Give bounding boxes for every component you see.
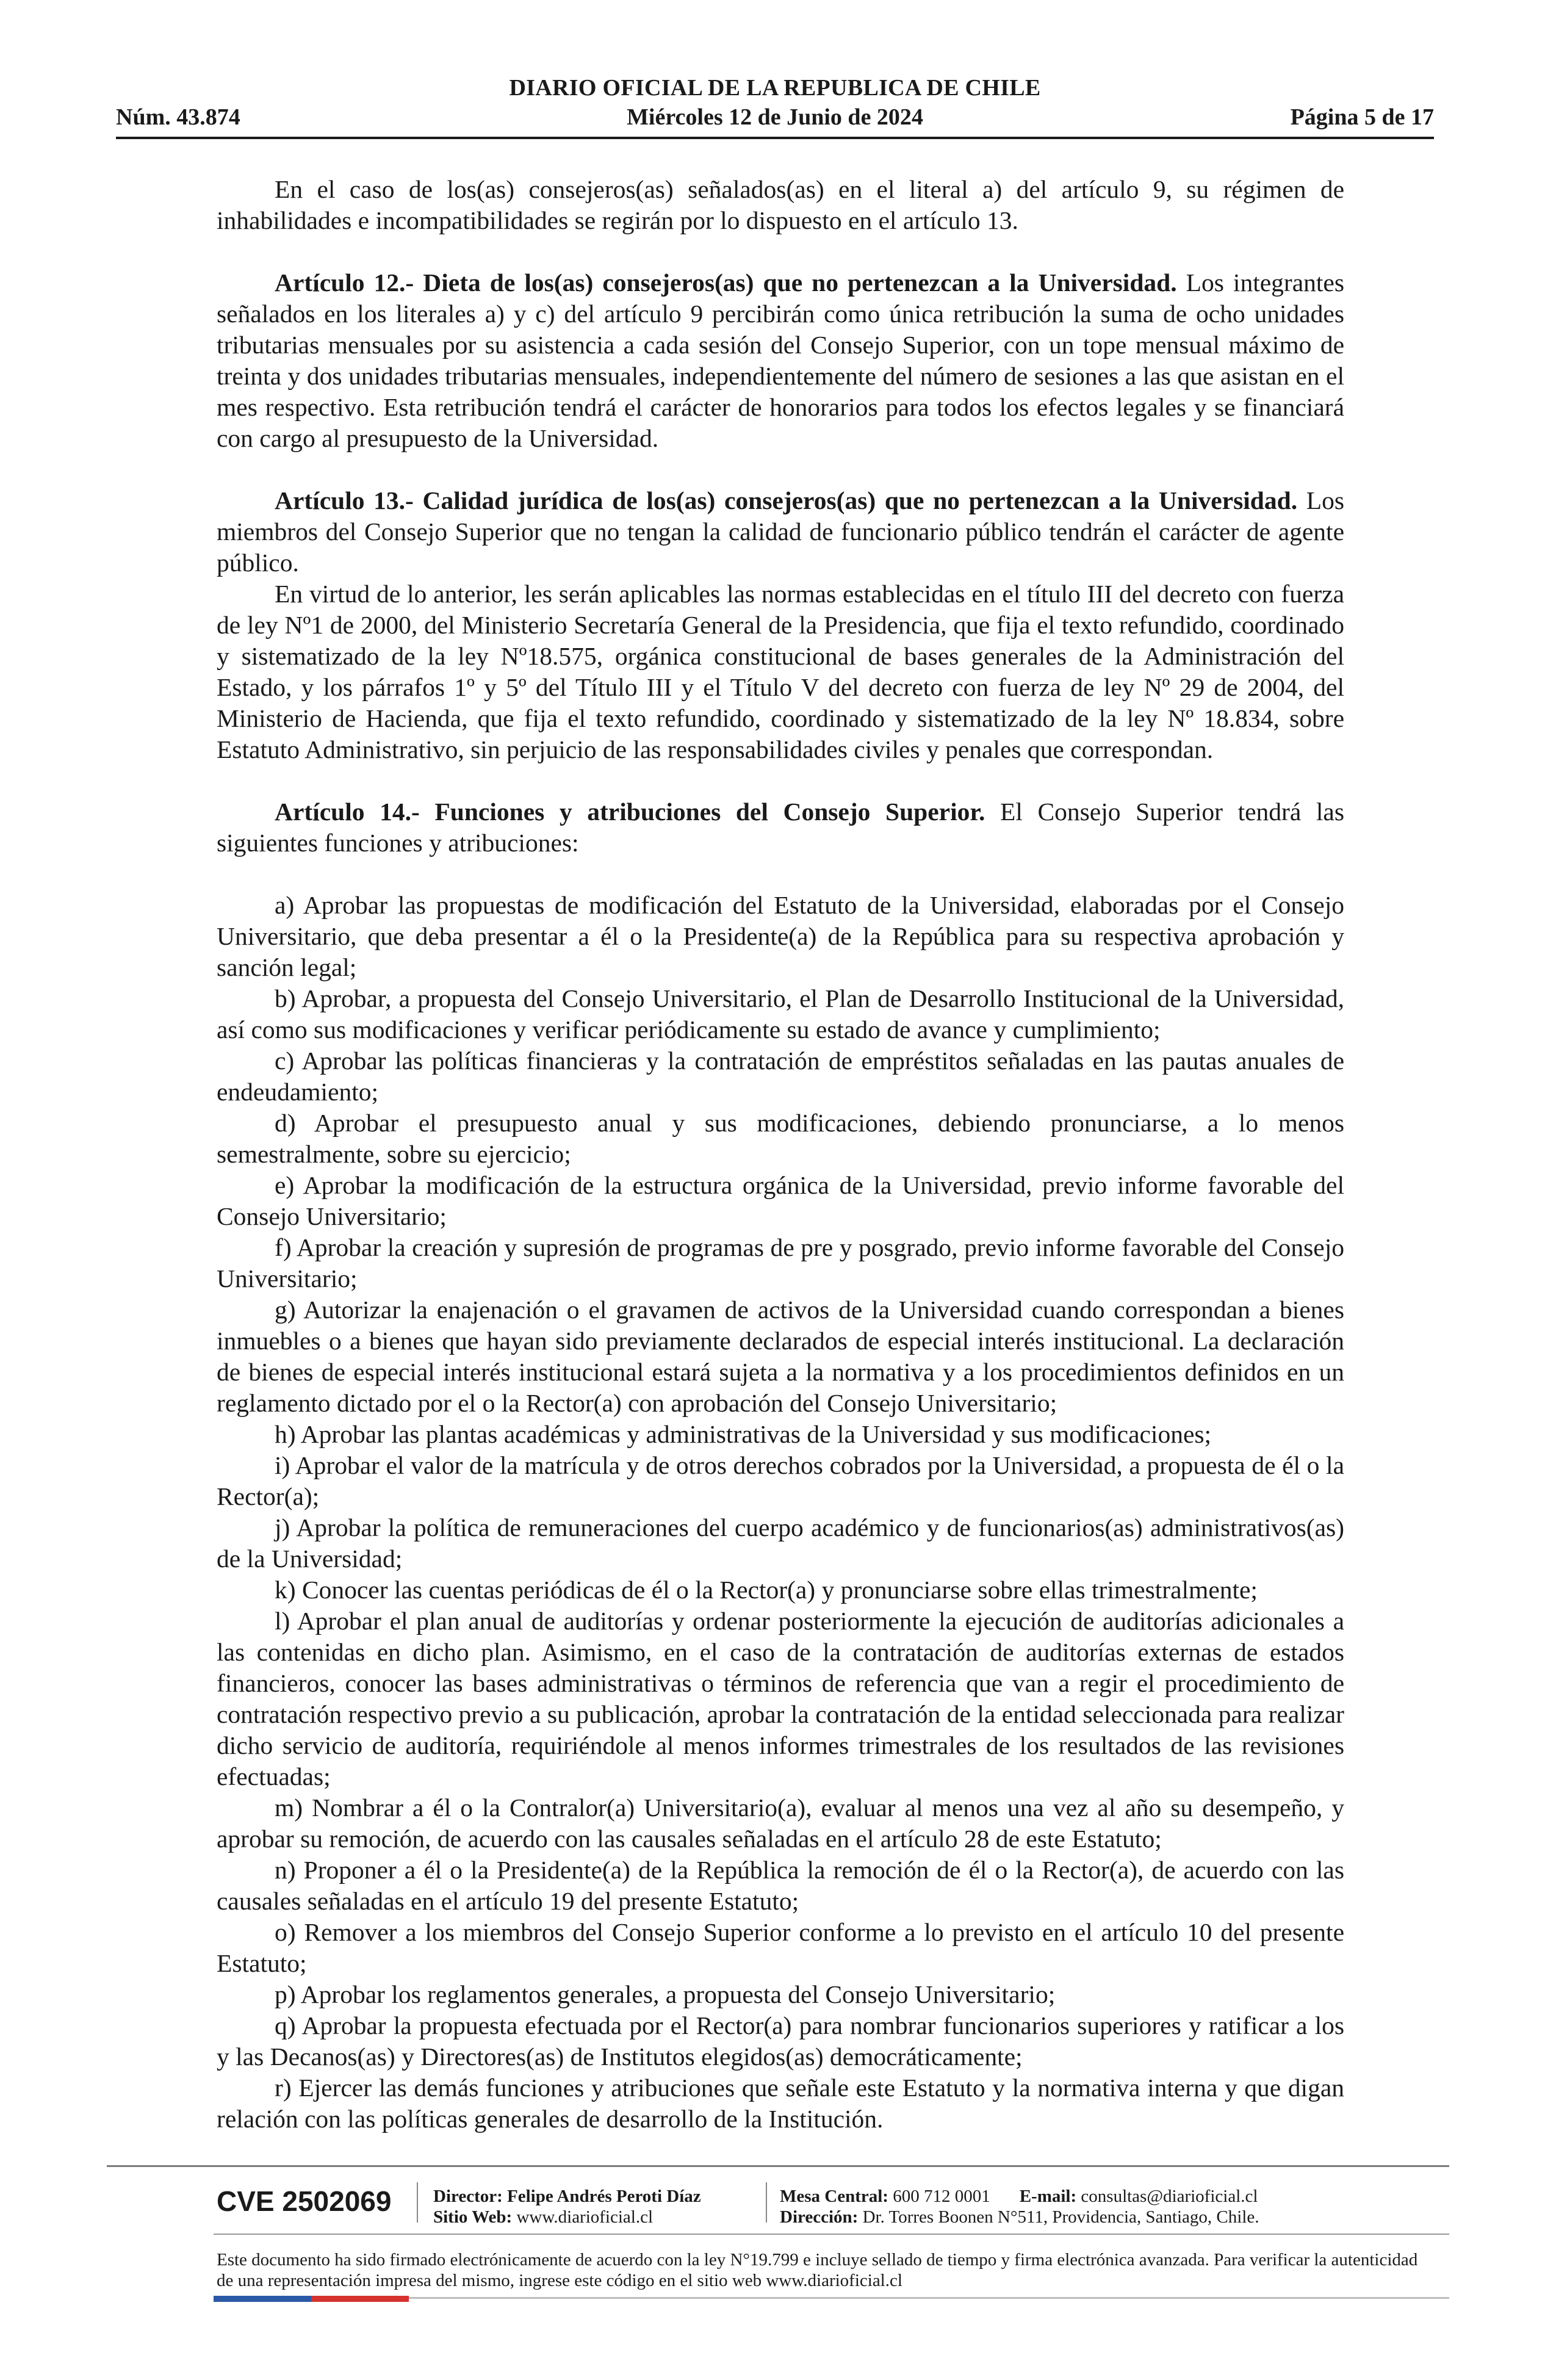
director-label: Director: xyxy=(433,2187,503,2206)
contact-line xyxy=(780,2186,1259,2207)
signature-note: Este documento ha sido firmado electrónicamente de acuerdo con la ley N°19.799 e incluye sellado de tiempo y firma electrónica avanzada. Para verificar la autenticidad de una representación impresa del mismo, ingrese este código en el sitio web www.diarioficial.cl xyxy=(217,2250,1418,2290)
footer-contacts-right xyxy=(780,2186,1259,2227)
page-footer xyxy=(107,2165,1449,2312)
director-name: Felipe Andrés Peroti Díaz xyxy=(502,2187,701,2206)
article-12 xyxy=(217,267,1344,454)
flag-stripe-red xyxy=(311,2296,409,2302)
list-item: f) Aprobar la creación y supresión de programas de pre y posgrado, previo informe favorable del Consejo Universitario; xyxy=(217,1233,1344,1293)
list-item: r) Ejercer las demás funciones y atribuciones que señale este Estatuto y la normativa interna y que digan relación con las políticas generales de desarrollo de la Institución. xyxy=(217,2074,1344,2133)
footer-rule xyxy=(214,2234,1449,2235)
footer-separator xyxy=(766,2182,767,2223)
issue-number: Núm. 43.874 xyxy=(116,104,240,130)
list-item: k) Conocer las cuentas periódicas de él o la Rector(a) y pronunciarse sobre ellas trimestralmente; xyxy=(275,1576,1258,1604)
address-text: Dr. Torres Boonen N°511, Providencia, Santiago, Chile. xyxy=(858,2207,1259,2227)
article-text: Los miembros del Consejo Superior que no tengan la calidad de funcionario público tendrán el carácter de agente público. xyxy=(217,486,1344,577)
list-item: l) Aprobar el plan anual de auditorías y ordenar posteriormente la ejecución de auditorías adicionales a las contenidas en dicho plan. Asimismo, en el caso de la contratación de auditorías externas de estados financieros, conocer las bases administrativas o términos de referencia que van a regir el procedimiento de contratación respectivo previo a su publicación, aprobar la contratación de la entidad seleccionada para realizar dicho servicio de auditoría, requiriéndole al menos informes trimestrales de los resultados de las revisiones efectuadas; xyxy=(217,1607,1344,1790)
address-label: Dirección: xyxy=(780,2207,859,2227)
header-rule xyxy=(116,137,1434,139)
article-heading: Artículo 13.- Calidad jurídica de los(as) consejeros(as) que no pertenezcan a la Universidad. xyxy=(275,486,1298,514)
article-heading: Artículo 12.- Dieta de los(as) consejeros(as) que no pertenezcan a la Universidad. xyxy=(275,269,1177,297)
article-heading: Artículo 14.- Funciones y atribuciones del Consejo Superior. xyxy=(275,798,985,826)
email-label: E-mail: xyxy=(1019,2187,1077,2206)
flag-stripe-blue xyxy=(214,2296,311,2302)
issue-date: Miércoles 12 de Junio de 2024 xyxy=(627,104,923,130)
page-header xyxy=(116,74,1434,140)
article-text: Los integrantes señalados en los literales a) y c) del artículo 9 percibirán como única retribución la suma de ocho unidades tributarias mensuales por su asistencia a cada sesión del Consejo Superior, con un tope mensual máximo de treinta y dos unidades tributarias mensuales, independientemente del número de sesiones a las que asistan en el mes respectivo. Esta retribución tendrá el carácter de honorarios para todos los efectos legales y se financiará con cargo al presupuesto de la Universidad. xyxy=(217,269,1344,452)
list-item: n) Proponer a él o la Presidente(a) de la República la remoción de él o la Rector(a), de acuerdo con las causales señaladas en el artículo 19 del presente Estatuto; xyxy=(217,1856,1344,1915)
list-item: b) Aprobar, a propuesta del Consejo Universitario, el Plan de Desarrollo Institucional de la Universidad, así como sus modificaciones y verificar periódicamente su estado de avance y cumplimiento; xyxy=(217,984,1344,1044)
website-line xyxy=(433,2207,701,2227)
article-14 xyxy=(217,796,1344,859)
cve-code: CVE 2502069 xyxy=(217,2185,392,2217)
functions-list xyxy=(217,890,1344,2135)
list-item: c) Aprobar las políticas financieras y la contratación de empréstitos señaladas en las pautas anuales de endeudamiento; xyxy=(217,1047,1344,1106)
list-item: p) Aprobar los reglamentos generales, a propuesta del Consejo Universitario; xyxy=(275,1980,1056,2008)
list-item: a) Aprobar las propuestas de modificación del Estatuto de la Universidad, elaboradas por el Consejo Universitario, que deba presentar a él o la Presidente(a) de la República para su respectiva aprobación y sanción legal; xyxy=(217,891,1344,981)
list-item: m) Nombrar a él o la Contralor(a) Universitario(a), evaluar al menos una vez al año su desempeño, y aprobar su remoción, de acuerdo con las causales señaladas en el artículo 28 de este Estatuto; xyxy=(217,1794,1344,1853)
address-line xyxy=(780,2207,1259,2227)
list-item: q) Aprobar la propuesta efectuada por el Rector(a) para nombrar funcionarios superiores y ratificar a los y las Decanos(as) y Directores(as) de Institutos elegidos(as) democráticamente; xyxy=(217,2011,1344,2071)
list-item: i) Aprobar el valor de la matrícula y de otros derechos cobrados por la Universidad, a propuesta de él o la Rector(a); xyxy=(217,1451,1344,1510)
list-item: o) Remover a los miembros del Consejo Superior conforme a lo previsto en el artículo 10 del presente Estatuto; xyxy=(217,1918,1344,1977)
footer-separator xyxy=(417,2182,418,2223)
list-item: g) Autorizar la enajenación o el gravamen de activos de la Universidad cuando correspondan a bienes inmuebles o a bienes que hayan sido previamente declarados de especial interés institucional. La declaración de bienes de especial interés institucional estará sujeta a la normativa y a los procedimientos definidos en un reglamento dictado por el o la Rector(a) con aprobación del Consejo Universitario; xyxy=(217,1296,1344,1417)
paragraph: En el caso de los(as) consejeros(as) señalados(as) en el literal a) del artículo 9, su régimen de inhabilidades e incompatibilidades se regirán por lo dispuesto en el artículo 13. xyxy=(217,175,1344,234)
mesa-phone: 600 712 0001 xyxy=(888,2187,990,2206)
footer-contacts-left xyxy=(433,2186,701,2227)
website-link[interactable]: www.diarioficial.cl xyxy=(512,2207,654,2227)
footer-rule xyxy=(107,2165,1449,2167)
website-label: Sitio Web: xyxy=(433,2207,513,2227)
mesa-label: Mesa Central: xyxy=(780,2187,888,2206)
article-13 xyxy=(217,485,1344,579)
article-text: El Consejo Superior tendrá las siguientes funciones y atribuciones: xyxy=(217,798,1344,857)
newspaper-title: DIARIO OFICIAL DE LA REPUBLICA DE CHILE xyxy=(509,75,1041,101)
document-body xyxy=(217,174,1344,2135)
list-item: h) Aprobar las plantas académicas y administrativas de la Universidad y sus modificaciones; xyxy=(275,1420,1212,1448)
paragraph: En virtud de lo anterior, les serán aplicables las normas establecidas en el título III del decreto con fuerza de ley Nº1 de 2000, del Ministerio Secretaría General de la Presidencia, que fija el texto refundido, coordinado y sistematizado de la ley Nº18.575, orgánica constitucional de bases generales de la Administración del Estado, y los párrafos 1º y 5º del Título III y el Título V del decreto con fuerza de ley Nº 29 de 2004, del Ministerio de Hacienda, que fija el texto refundido, coordinado y sistematizado de la ley Nº 18.834, sobre Estatuto Administrativo, sin perjuicio de las responsabilidades civiles y penales que correspondan. xyxy=(217,580,1344,763)
email-link[interactable]: consultas@diarioficial.cl xyxy=(1076,2187,1258,2206)
list-item: e) Aprobar la modificación de la estructura orgánica de la Universidad, previo informe favorable del Consejo Universitario; xyxy=(217,1171,1344,1230)
director-line xyxy=(433,2186,701,2207)
list-item: d) Aprobar el presupuesto anual y sus modificaciones, debiendo pronunciarse, a lo menos semestralmente, sobre su ejercicio; xyxy=(217,1109,1344,1168)
page-number: Página 5 de 17 xyxy=(1290,104,1434,130)
list-item: j) Aprobar la política de remuneraciones del cuerpo académico y de funcionarios(as) administrativos(as) de la Universidad; xyxy=(217,1513,1344,1573)
